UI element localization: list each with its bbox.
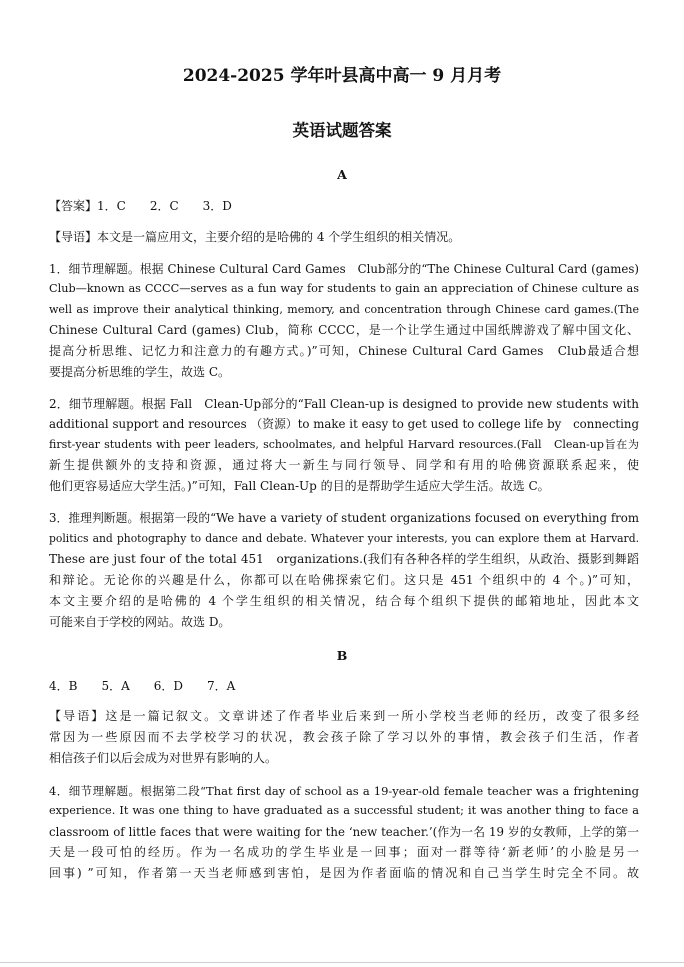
q3-explanation-line: 3．推理判断题。根据第一段的“We have a variety of student organizations focused on everything from: [49, 511, 639, 525]
q4-explanation-line: 天是一段可怕的经历。作为一名成功的学生毕业是一回事；面对一群等待‘新老师’的小脸是另一: [49, 845, 639, 859]
exam-title: 2024-2025 学年叶县高中高一 9 月月考: [182, 66, 502, 86]
q2-explanation-line: 新生提供额外的支持和资源，通过将大一新生与同行领导、同学和有用的哈佛资源联系起来，使: [49, 458, 639, 472]
q2-explanation-line: additional support and resources （资源）to make it easy to get used to college life by connecting: [49, 417, 639, 431]
section-b-label: B: [336, 648, 348, 663]
q4-explanation-line: 4．细节理解题。根据第二段“That first day of school as a 19-year-old female teacher was a frightening: [49, 784, 639, 798]
q3-explanation-line: politics and photography to dance and debate. Whatever your interests, you can explore them at Harvard.: [49, 532, 639, 545]
section-b-guide-line: 【导语】这是一篇记叙文。文章讲述了作者毕业后来到一所小学校当老师的经历，改变了很多经: [49, 709, 639, 723]
page-bottom-divider: [0, 962, 684, 963]
section-b-guide-line: 相信孩子们以后会成为对世界有影响的人。: [49, 751, 278, 765]
q1-explanation-line: 1．细节理解题。根据 Chinese Cultural Card Games Club部分的“The Chinese Cultural Card (games): [49, 262, 639, 276]
exam-subtitle: 英语试题答案: [292, 121, 392, 140]
q3-explanation-line: 和辩论。无论你的兴趣是什么，你都可以在哈佛探索它们。这只是 451 个组织中的 4 个。)”可知，: [49, 573, 639, 587]
q3-explanation-line: 本文主要介绍的是哈佛的 4 个学生组织的相关情况，结合每个组织下提供的邮箱地址，因此本文: [49, 594, 639, 608]
q3-explanation-line: These are just four of the total 451 organizations.(我们有各种各样的学生组织，从政治、摄影到舞蹈: [49, 552, 639, 566]
q4-explanation-line: 回事) ”可知，作者第一天当老师感到害怕，是因为作者面临的情况和自己当学生时完全不同。故: [49, 866, 639, 880]
q4-explanation-line: classroom of little faces that were waiting for the ‘new teacher.’(作为一名 19 岁的女教师，上学的第一: [49, 825, 639, 839]
section-a-answers: 【答案】1．C 2．C 3．D: [49, 199, 232, 213]
q2-explanation-line: 他们更容易适应大学生活。)”可知，Fall Clean-Up 的目的是帮助学生适应大学生活。故选 C。: [49, 479, 550, 493]
q4-explanation-line: experience. It was one thing to have graduated as a successful student; it was another thing to face a: [49, 804, 639, 817]
q1-explanation-line: well as improve their analytical thinking, memory, and concentration through Chinese card games.(The: [49, 303, 639, 316]
section-b-guide-line: 常因为一些原因而不去学校学习的状况，教会孩子除了学习以外的事情，教会孩子们生活，作者: [49, 730, 639, 744]
section-a-guide: 【导语】本文是一篇应用文，主要介绍的是哈佛的 4 个学生组织的相关情况。: [49, 230, 461, 244]
q3-explanation-line: 可能来自于学校的网站。故选 D。: [49, 615, 231, 629]
q1-explanation-line: 要提高分析思维的学生，故选 C。: [49, 365, 230, 379]
q2-explanation-line: 2．细节理解题。根据 Fall Clean-Up部分的“Fall Clean-up is designed to provide new students with: [49, 397, 639, 411]
q1-explanation-line: Chinese Cultural Card (games) Club，简称 CCCC，是一个让学生通过中国纸牌游戏了解中国文化、: [49, 323, 639, 337]
section-b-answers: 4．B 5．A 6．D 7．A: [49, 679, 236, 693]
q1-explanation-line: 提高分析思维、记忆力和注意力的有趣方式。)”可知，Chinese Cultural Card Games Club最适合想: [49, 344, 639, 358]
q2-explanation-line: first-year students with peer leaders, schoolmates, and helpful Harvard resources.(Fall Clean-up旨在为: [49, 438, 639, 451]
q1-explanation-line: Club—known as CCCC—serves as a fun way for students to gain an appreciation of Chinese culture as: [49, 282, 639, 295]
section-a-label: A: [337, 167, 347, 182]
